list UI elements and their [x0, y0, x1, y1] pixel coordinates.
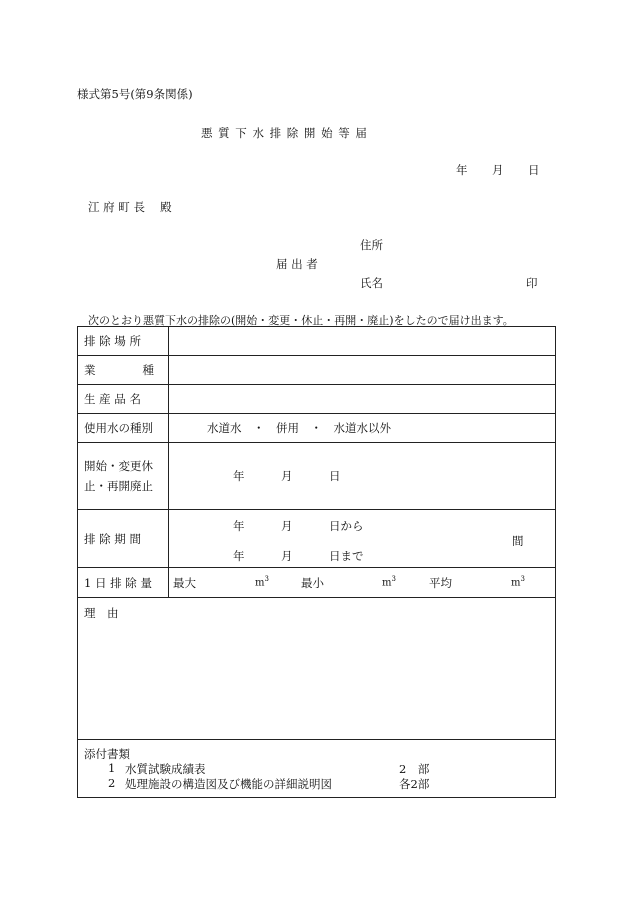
notification-table	[77, 326, 556, 798]
water-type-options: 水道水 ・ 併用 ・ 水道水以外	[207, 421, 391, 435]
form-number: 様式第5号(第9条関係)	[77, 87, 193, 101]
daily-value[interactable]	[169, 568, 556, 598]
attachment-2-name: 処理施設の構造図及び機能の詳細説明図	[125, 777, 332, 791]
daily-min-unit: $m^3$	[382, 575, 396, 589]
product-value[interactable]	[169, 385, 556, 414]
row-start	[78, 443, 556, 510]
row-attachments	[78, 740, 556, 798]
period-to-day: 日まで	[329, 549, 364, 563]
attachment-2-count: 各2部	[399, 777, 430, 791]
location-value[interactable]	[169, 327, 556, 356]
address-label: 住所	[360, 238, 383, 252]
period-label: 排 除 期 間	[78, 510, 169, 568]
daily-avg-label: 平均	[429, 576, 452, 590]
daily-min-label: 最小	[301, 576, 324, 590]
industry-value[interactable]	[169, 356, 556, 385]
row-industry	[78, 356, 556, 385]
period-from-day: 日から	[329, 519, 364, 533]
water-type-value[interactable]	[169, 414, 556, 443]
row-product	[78, 385, 556, 414]
date-year: 年	[456, 163, 468, 177]
row-reason	[78, 598, 556, 740]
start-label	[78, 443, 169, 510]
period-value[interactable]	[169, 510, 556, 568]
attachment-1-num: 1	[108, 761, 116, 775]
industry-label-1: 業	[84, 363, 96, 377]
daily-max-unit: $m^3$	[255, 575, 269, 589]
attachment-1-name: 水質試験成績表	[125, 762, 206, 776]
reason-cell[interactable]	[78, 598, 556, 740]
seal-label: 印	[526, 276, 538, 290]
daily-max-label: 最大	[173, 576, 196, 590]
applicant-label: 届 出 者	[276, 257, 318, 271]
period-to-year: 年	[233, 549, 245, 563]
product-label: 生 産 品 名	[78, 385, 169, 414]
start-year: 年	[233, 469, 245, 483]
water-type-label: 使用水の種別	[78, 414, 169, 443]
attachment-2-num: 2	[108, 776, 116, 790]
attachments-title: 添付書類	[84, 747, 130, 761]
row-location	[78, 327, 556, 356]
start-day: 日	[329, 469, 341, 483]
name-label: 氏名	[360, 276, 383, 290]
row-daily	[78, 568, 556, 598]
date-day: 日	[528, 163, 540, 177]
period-suffix: 間	[512, 534, 524, 548]
period-to-month: 月	[281, 549, 293, 563]
start-month: 月	[281, 469, 293, 483]
attachments-cell	[78, 740, 556, 798]
form-title: 悪 質 下 水 排 除 開 始 等 届	[201, 126, 368, 140]
daily-label: 1 日 排 除 量	[78, 568, 169, 598]
daily-avg-unit: $m^3$	[511, 575, 525, 589]
industry-label-2: 種	[142, 363, 154, 377]
attachment-1-count: 2 部	[399, 762, 430, 776]
intro-text: 次のとおり悪質下水の排除の(開始・変更・休止・再開・廃止)をしたので届け出ます。	[88, 314, 514, 327]
location-label: 排 除 場 所	[78, 327, 169, 356]
period-from-month: 月	[281, 519, 293, 533]
industry-label	[78, 356, 169, 385]
date-month: 月	[492, 163, 504, 177]
row-water-type	[78, 414, 556, 443]
row-period	[78, 510, 556, 568]
start-label-line2: 止・再開廃止	[84, 479, 153, 493]
start-date-value[interactable]	[169, 443, 556, 510]
period-from-year: 年	[233, 519, 245, 533]
addressee: 江 府 町 長 殿	[88, 200, 172, 214]
start-label-line1: 開始・変更休	[84, 459, 153, 473]
reason-label: 理 由	[84, 606, 119, 620]
